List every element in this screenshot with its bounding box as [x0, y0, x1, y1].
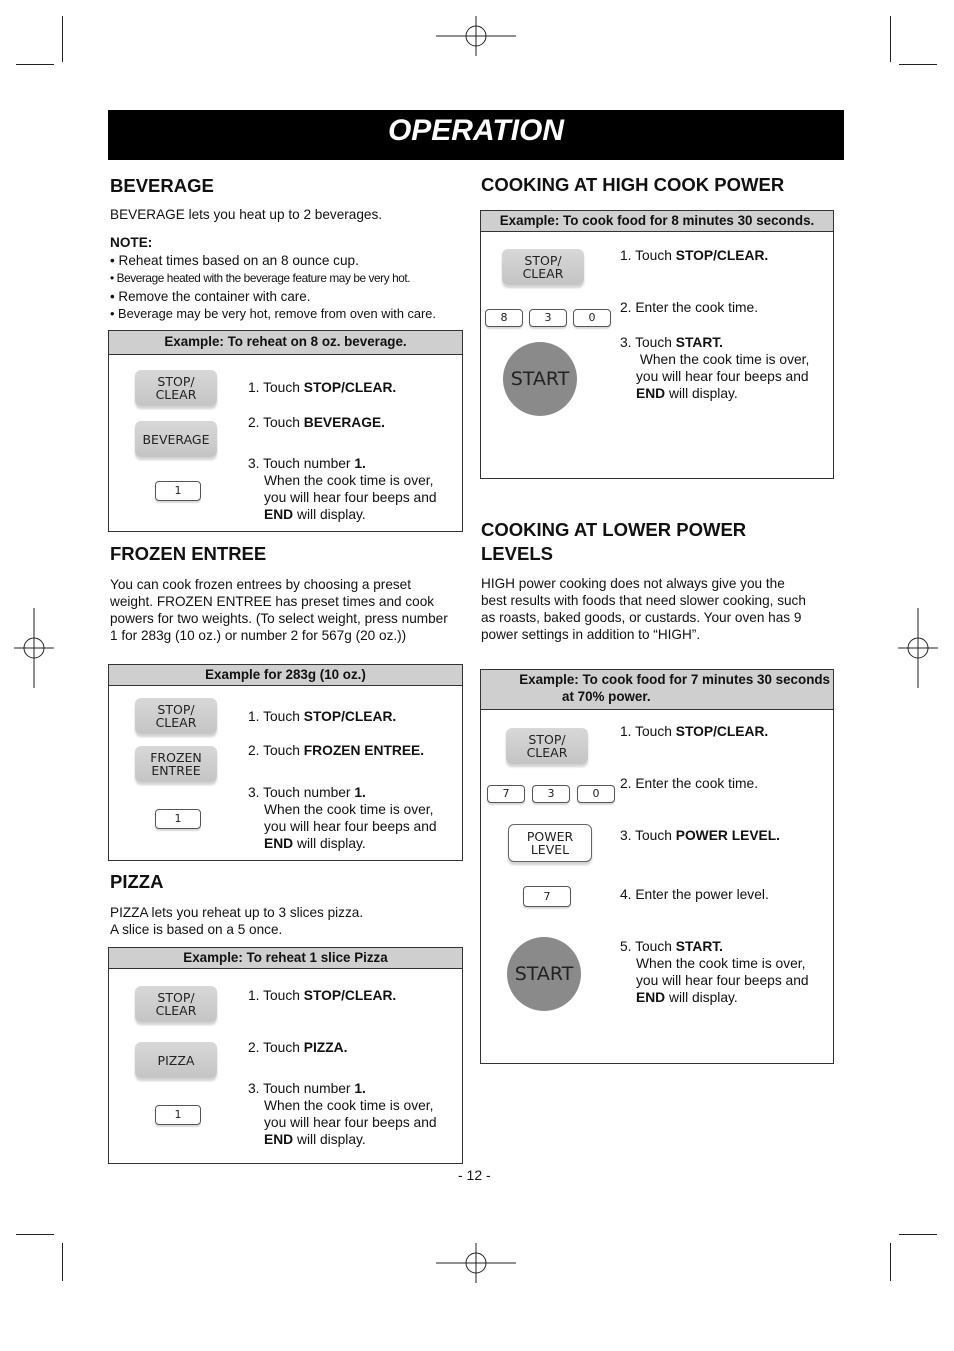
- step-1: 1. Touch STOP/CLEAR.: [620, 248, 769, 263]
- frozen-entree-button[interactable]: FROZEN ENTREE: [135, 746, 217, 782]
- step-2: 2. Enter the cook time.: [620, 776, 759, 791]
- example-title: Example: To cook food for 7 minutes 30 seconds at 70% power.: [481, 670, 833, 710]
- note-item: • Remove the container with care.: [110, 289, 311, 304]
- step-2: 2. Touch BEVERAGE.: [248, 415, 386, 430]
- stop-clear-button[interactable]: STOP/ CLEAR: [502, 249, 584, 285]
- stop-clear-button[interactable]: STOP/ CLEAR: [506, 728, 588, 764]
- number-7-key[interactable]: 7: [487, 785, 525, 803]
- number-7-key[interactable]: 7: [523, 886, 571, 907]
- example-title: Example: To reheat on 8 oz. beverage.: [109, 331, 462, 355]
- beverage-heading: BEVERAGE: [110, 175, 214, 196]
- registration-mark-icon: [436, 1243, 516, 1283]
- note-item: • Beverage may be very hot, remove from oven with care.: [110, 306, 436, 321]
- title-banner: [108, 110, 844, 160]
- crop-mark: [16, 1234, 54, 1235]
- stop-clear-button[interactable]: STOP/ CLEAR: [135, 698, 217, 734]
- crop-mark: [899, 64, 937, 65]
- number-1-key[interactable]: 1: [155, 481, 201, 501]
- crop-mark: [890, 1243, 891, 1281]
- number-0-key[interactable]: 0: [577, 785, 615, 803]
- step-2: 2. Enter the cook time.: [620, 300, 759, 315]
- note-label: NOTE:: [110, 235, 153, 250]
- crop-mark: [899, 1234, 937, 1235]
- pizza-heading: PIZZA: [110, 871, 164, 892]
- page-number: - 12 -: [458, 1167, 491, 1183]
- pizza-button[interactable]: PIZZA: [135, 1042, 217, 1078]
- step-3: 3. Touch number 1. When the cook time is over, you will hear four beeps and END will display.: [248, 785, 437, 851]
- step-3: 3. Touch START. When the cook time is over, you will hear four beeps and END will display.: [620, 335, 810, 401]
- number-1-key[interactable]: 1: [155, 809, 201, 829]
- lower-power-example-box: [480, 669, 834, 1064]
- crop-mark: [890, 16, 891, 62]
- pizza-intro-line: PIZZA lets you reheat up to 3 slices pizza.: [110, 905, 364, 920]
- registration-mark-icon: [436, 16, 516, 56]
- pizza-intro-line: A slice is based on a 5 once.: [110, 922, 283, 937]
- step-1: 1. Touch STOP/CLEAR.: [248, 709, 397, 724]
- lower-intro-line: as roasts, baked goods, or custards. Your oven has 9: [481, 610, 802, 625]
- step-1: 1. Touch STOP/CLEAR.: [248, 380, 397, 395]
- beverage-example-box: [108, 330, 463, 532]
- number-0-key[interactable]: 0: [573, 309, 611, 327]
- power-level-button[interactable]: POWER LEVEL: [508, 824, 592, 862]
- number-1-key[interactable]: 1: [155, 1105, 201, 1125]
- frozen-intro-line: You can cook frozen entrees by choosing a preset: [110, 577, 412, 592]
- page-title: OPERATION: [387, 114, 565, 147]
- beverage-intro: BEVERAGE lets you heat up to 2 beverages.: [110, 207, 383, 222]
- frozen-example-box: [108, 664, 463, 861]
- frozen-entree-heading: FROZEN ENTREE: [110, 543, 267, 564]
- step-2: 2. Touch FROZEN ENTREE.: [248, 743, 425, 758]
- stop-clear-button[interactable]: STOP/ CLEAR: [135, 986, 217, 1022]
- step-3: 3. Touch POWER LEVEL.: [620, 828, 781, 843]
- registration-mark-icon: [898, 608, 938, 688]
- note-item: • Reheat times based on an 8 ounce cup.: [110, 253, 359, 268]
- step-3: 3. Touch number 1. When the cook time is over, you will hear four beeps and END will display.: [248, 456, 437, 522]
- step-3: 3. Touch number 1. When the cook time is over, you will hear four beeps and END will display.: [248, 1081, 437, 1147]
- step-1: 1. Touch STOP/CLEAR.: [248, 988, 397, 1003]
- lower-intro-line: best results with foods that need slower cooking, such: [481, 593, 806, 608]
- step-2: 2. Touch PIZZA.: [248, 1040, 348, 1055]
- registration-mark-icon: [14, 608, 54, 688]
- step-5: 5. Touch START. When the cook time is over, you will hear four beeps and END will display.: [620, 939, 809, 1005]
- crop-mark: [16, 64, 54, 65]
- frozen-intro-line: 1 for 283g (10 oz.) or number 2 for 567g (20 oz.)): [110, 628, 407, 643]
- step-1: 1. Touch STOP/CLEAR.: [620, 724, 769, 739]
- frozen-intro-line: weight. FROZEN ENTREE has preset times and cook: [110, 594, 435, 609]
- note-item: • Beverage heated with the beverage feature may be very hot.: [110, 271, 411, 285]
- example-title: Example: To reheat 1 slice Pizza: [109, 948, 462, 969]
- frozen-intro-line: powers for two weights. (To select weight, press number: [110, 611, 448, 626]
- example-title: Example for 283g (10 oz.): [109, 665, 462, 686]
- example-title: Example: To cook food for 8 minutes 30 seconds.: [481, 211, 833, 232]
- start-button[interactable]: START: [507, 937, 581, 1011]
- high-power-heading: COOKING AT HIGH COOK POWER: [481, 174, 785, 195]
- stop-clear-button[interactable]: STOP/ CLEAR: [135, 370, 217, 406]
- crop-mark: [62, 1243, 63, 1281]
- high-power-example-box: [480, 210, 834, 479]
- step-4: 4. Enter the power level.: [620, 887, 769, 902]
- crop-mark: [62, 16, 63, 62]
- lower-intro-line: HIGH power cooking does not always give you the: [481, 576, 785, 591]
- number-8-key[interactable]: 8: [485, 309, 523, 327]
- number-3-key[interactable]: 3: [532, 785, 570, 803]
- start-button[interactable]: START: [503, 342, 577, 416]
- lower-power-heading: COOKING AT LOWER POWER LEVELS: [481, 519, 747, 564]
- lower-intro-line: power settings in addition to “HIGH”.: [481, 627, 701, 642]
- number-3-key[interactable]: 3: [529, 309, 567, 327]
- beverage-button[interactable]: BEVERAGE: [135, 421, 217, 457]
- pizza-example-box: [108, 947, 463, 1164]
